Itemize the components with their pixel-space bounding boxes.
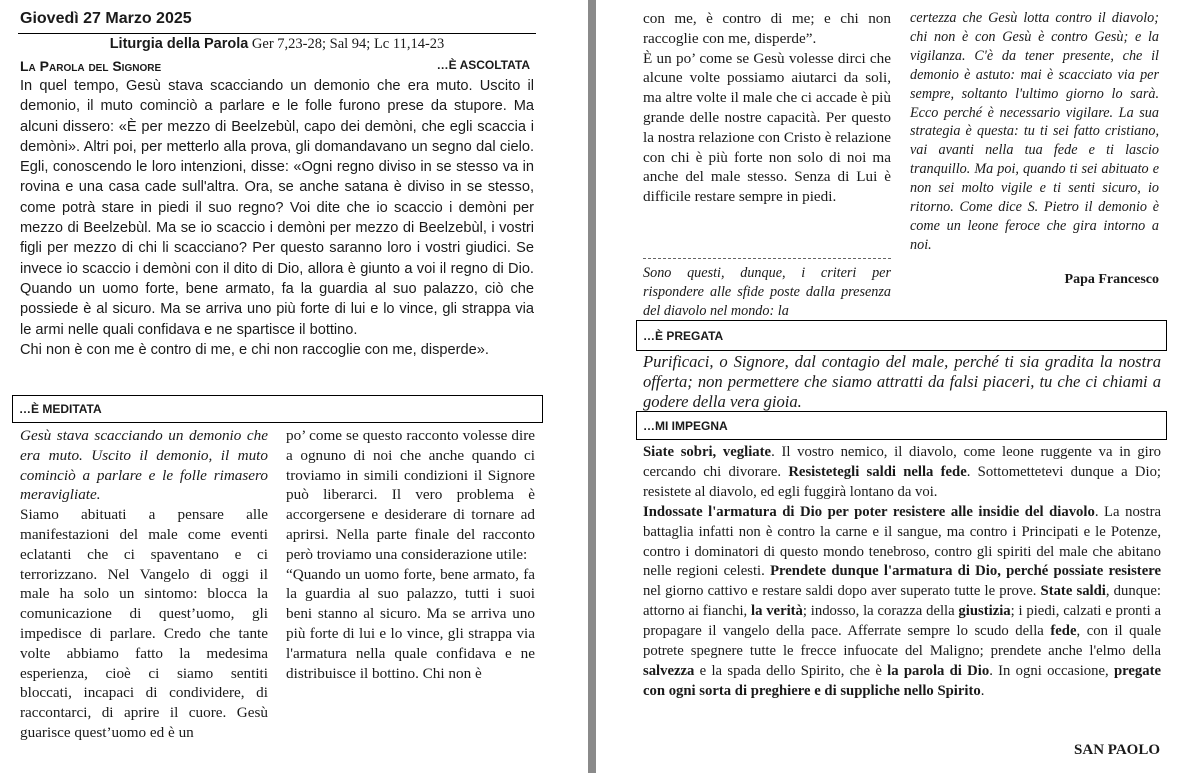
page-separator (588, 0, 596, 773)
impegna-plain: , con il quale potrete spegnere tutte le frecce infuocate del Maligno; prendete anche l'elmo della (643, 623, 1161, 660)
impegna-plain: nel giorno cattivo e restare saldi dopo aver superato tutte le prove. (643, 583, 1041, 600)
meditata-header: …È MEDITATA (12, 395, 543, 423)
impegna-plain: , dunque: attorno ai fianchi, (643, 583, 1162, 620)
impegna-bold: pregate con ogni sorta di preghiere e di suppliche nello Spirito (643, 662, 1161, 699)
impegna-plain: ; indosso, la corazza della (802, 603, 959, 620)
impegna-bold: Siate sobri, vegliate (643, 444, 772, 460)
gospel-paragraph: Chi non è con me è contro di me, e chi non raccoglie con me, disperde». (20, 341, 489, 358)
impegna-paragraph-1 (643, 443, 1161, 503)
impegna-signature: SAN PAOLO (1074, 742, 1160, 758)
meditata-text: “Quando un uomo forte, bene armato, fa la guardia al suo palazzo, tutti i suoi beni stanno al sicuro. Ma se arriva uno più forte di lui e lo vince, gli strappa via l'armatura nella quale confidava e ne distribuisce il bottino. Chi non è (286, 565, 535, 682)
meditata-author: Papa Francesco (1064, 272, 1159, 287)
impegna-plain: e la spada dello Spirito, che è (694, 662, 888, 679)
impegna-plain: . In ogni occasione, (989, 662, 1114, 679)
meditata-column-2 (286, 426, 535, 683)
parola-label: La Parola del Signore (20, 58, 162, 74)
impegna-plain: . Sottomettetevi dunque a Dio; resistete al diavolo, ed egli fuggirà lontano da voi. (643, 463, 1161, 500)
impegna-plain: ; i piedi, calzati e pronti a propagare il vangelo della pace. Afferrate sempre lo scudo della (643, 603, 1161, 640)
header-rule (18, 33, 536, 34)
impegna-text (643, 443, 1161, 702)
gospel-paragraph: In quel tempo, Gesù stava scacciando un demonio che era muto. Uscito il demonio, il muto cominciò a parlare e le folle furono prese da stupore. Ma alcuni dissero: «È per mezzo di Beelzebùl, capo dei demòni, che egli scaccia i demòni». Altri poi, per metterlo alla prova, gli domandavano un segno dal cielo. Egli, conoscendo le loro intenzioni, disse: «Ogni regno diviso in se stesso va in rovina e una casa cade sull'altra. Ora, se anche satana è diviso in se stesso, come potrà stare in piedi il suo regno? Voi dite che io scaccio i demòni per mezzo di Beelzebùl. Ma se io scaccio i demòni per mezzo di Beelzebùl, i vostri figli per mezzo di chi li scacciano? Per questo saranno loro i vostri giudici. Se invece io scaccio i demòni con il dito di Dio, allora è giunto a voi il regno di Dio. Quando un uomo forte, bene armato, fa la guardia al suo palazzo, ciò che possiede è al sicuro. Ma se arriva uno più forte di lui e lo vince, gli strappa via le armi nelle quali confidava e ne spartisce il bottino. (20, 78, 534, 338)
impegna-bold: fede (1050, 623, 1077, 640)
impegna-bold: salvezza (643, 662, 695, 679)
meditata-quote: Gesù stava scacciando un demonio che era muto. Uscito il demonio, il muto cominciò a parlare e le folle rimasero meravigliate. (20, 427, 268, 504)
impegna-paragraph-2 (643, 503, 1161, 702)
impegna-plain: . (980, 682, 985, 699)
pregata-header: …È PREGATA (636, 320, 1167, 351)
impegna-bold: la parola di Dio (887, 662, 990, 679)
liturgia-heading (18, 36, 536, 53)
impegna-bold: giustizia (958, 603, 1011, 620)
impegna-bold: la verità (751, 603, 803, 620)
ascoltata-label: …È ASCOLTATA (436, 58, 530, 72)
meditata-text: con me, è contro di me; e chi non raccoglie con me, disperde”. (643, 10, 891, 47)
impegna-plain: . La nostra battaglia infatti non è contro la carne e il sangue, ma contro i Principati e le Potenze, contro i dominatori di questo mondo tenebroso, contro gli spiriti del male che abitano nelle regioni celesti. (643, 503, 1161, 580)
column-separator (643, 258, 891, 259)
meditata-continuation: Sono questi, dunque, i criteri per rispondere alle sfide poste dalla presenza del diavolo nel mondo: la (643, 265, 891, 319)
meditata-column-3 (643, 9, 891, 207)
gospel-text (20, 76, 534, 360)
liturgia-refs: Ger 7,23-28; Sal 94; Lc 11,14-23 (251, 36, 445, 52)
meditata-text: È un po’ come se Gesù volesse dirci che alcune volte possiamo aiutarci da soli, ma altre volte il male che ci accade è più grande delle nostre capacità. Per questo la nostra relazione con Cristo è relazione con chi è più forte non solo di noi ma anche del male stesso. Senza di Lui è difficile restare sempre in piedi. (643, 49, 891, 206)
impegna-bold: State saldi (1040, 583, 1106, 600)
impegna-bold: Resistetegli saldi nella fede (788, 463, 967, 480)
meditata-text: po’ come se questo racconto volesse dire a ognuno di noi che anche quando ci troviamo in simili condizioni il Signore può liberarci. Il vero problema è accorgersene e desiderare di tornare ad aprirsi. Nella parte finale del racconto però troviamo una considerazione utile: (286, 427, 535, 563)
parola-header (20, 58, 530, 74)
impegna-bold: Indossate l'armatura di Dio per poter resistere alle insidie del diavolo (643, 503, 1095, 520)
liturgia-title: Liturgia della Parola (109, 36, 249, 52)
impegna-header: …MI IMPEGNA (636, 411, 1167, 440)
meditata-text: Siamo abituati a pensare alle manifestazioni del male come eventi eclatanti che ci spaventano e ci terrorizzano. Nel Vangelo di oggi il male ha solo un sintomo: blocca la comunicazione di quest’uomo, gli impedisce di parlare. Credo che tante volte abbiamo fatto la medesima esperienza, cioè ci siamo sentiti bloccati, incapaci di condividere, di raccontarci, di aprire il cuore. Gesù guarisce quest’uomo ed è un (20, 506, 268, 741)
meditata-column-4: certezza che Gesù lotta contro il diavolo; chi non è con Gesù è contro Gesù; e la vigilanza. C'è da tener presente, che il demonio è astuto: mai è scacciato via per sempre, soltanto l'ultimo giorno lo sarà. Ecco perché è necessario vigilare. La sua strategia è questa: tu ti sei fatto cristiano, vai avanti nella tua fede e ti lascio tranquillo. Ma poi, quando ti sei abituato e non sei molto vigile e ti senti sicuro, io ritorno. Come dice S. Pietro il demonio è come un leone feroce che gira intorno a noi. (910, 10, 1159, 253)
meditata-column-1 (20, 426, 268, 743)
impegna-plain: . Il vostro nemico, il diavolo, come leone ruggente va in giro cercando chi divorare. (643, 444, 1161, 480)
page-date: Giovedì 27 Marzo 2025 (20, 10, 192, 27)
impegna-bold: Prendete dunque l'armatura di Dio, perché possiate resistere (770, 563, 1161, 580)
pregata-text: Purificaci, o Signore, dal contagio del male, perché ti sia gradita la nostra offerta; non permettere che siamo attratti da falsi piaceri, tu che ci chiami a godere della vera gioia. (643, 352, 1161, 411)
